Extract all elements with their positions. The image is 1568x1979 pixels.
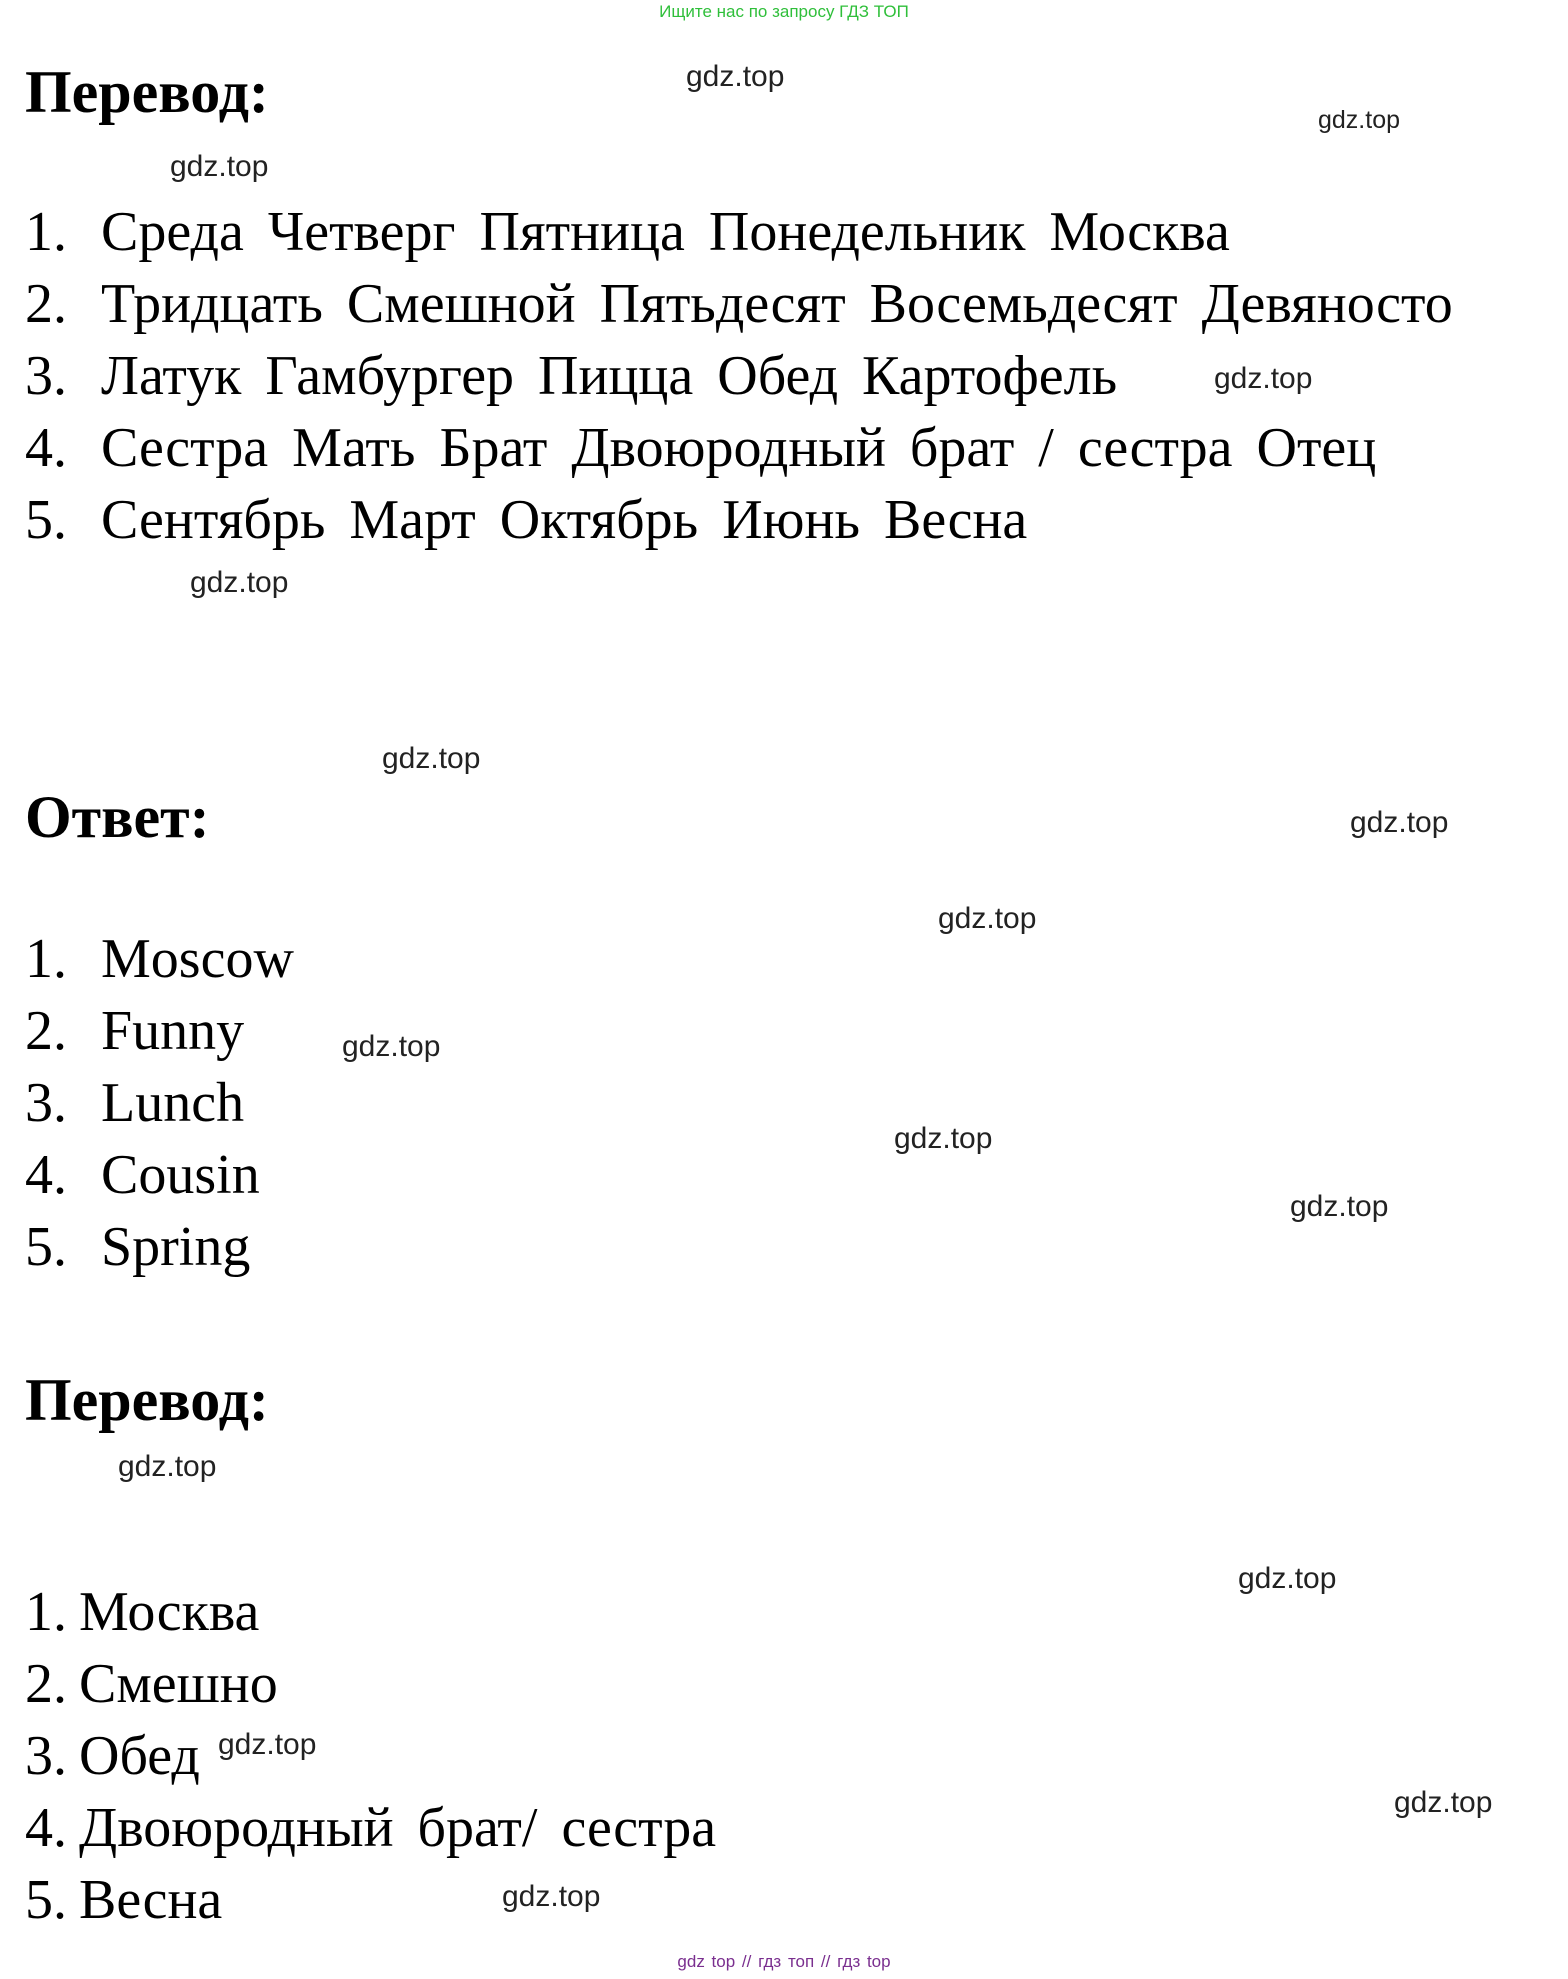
watermark: gdz.top xyxy=(894,1122,993,1155)
top-search-banner: Ищите нас по запросу ГДЗ ТОП xyxy=(659,2,909,21)
watermark: gdz.top xyxy=(1214,362,1313,395)
list-item: 1. Moscow xyxy=(25,928,294,990)
watermark: gdz.top xyxy=(342,1030,441,1063)
watermark: gdz.top xyxy=(1290,1190,1389,1223)
translation-list-2 xyxy=(25,1576,716,1936)
watermark: gdz.top xyxy=(938,902,1037,935)
list-item: 4. Двоюродный брат/ сестра xyxy=(25,1797,717,1859)
watermark: gdz.top xyxy=(218,1728,317,1761)
answer-heading: Ответ: xyxy=(25,784,210,850)
answer-list xyxy=(25,923,294,1283)
watermark: gdz.top xyxy=(1238,1562,1337,1595)
watermark: gdz.top xyxy=(686,60,785,93)
footer-watermark: gdz top // гдз топ // гдз top xyxy=(677,1952,891,1971)
list-item: 5. Весна xyxy=(25,1869,223,1931)
list-item: 4. Сестра Мать Брат Двоюродный брат / сестра Отец xyxy=(25,417,1377,479)
list-item: 1. Среда Четверг Пятница Понедельник Москва xyxy=(25,201,1230,263)
translation-heading-2: Перевод: xyxy=(25,1367,269,1433)
watermark: gdz.top xyxy=(502,1880,601,1913)
list-item: 2. Funny xyxy=(25,1000,245,1062)
list-item: 5. Сентябрь Март Октябрь Июнь Весна xyxy=(25,489,1028,551)
list-item: 1. Москва xyxy=(25,1581,260,1643)
watermark: gdz.top xyxy=(1394,1786,1493,1819)
list-item: 3. Lunch xyxy=(25,1072,245,1134)
watermark: gdz.top xyxy=(170,150,269,183)
list-item: 2. Смешно xyxy=(25,1653,278,1715)
translation-heading-1: Перевод: xyxy=(25,59,269,125)
watermark: gdz.top xyxy=(118,1450,217,1483)
list-item: 3. Обед xyxy=(25,1725,200,1787)
watermark: gdz.top xyxy=(1350,806,1449,839)
watermark: gdz.top xyxy=(382,742,481,775)
list-item: 4. Cousin xyxy=(25,1144,260,1206)
watermark: gdz.top xyxy=(190,566,289,599)
list-item: 5. Spring xyxy=(25,1216,251,1278)
watermark: gdz.top xyxy=(1318,106,1401,134)
list-item: 3. Латук Гамбургер Пицца Обед Картофель xyxy=(25,345,1118,407)
list-item: 2. Тридцать Смешной Пятьдесят Восемьдесят Девяносто xyxy=(25,273,1453,335)
